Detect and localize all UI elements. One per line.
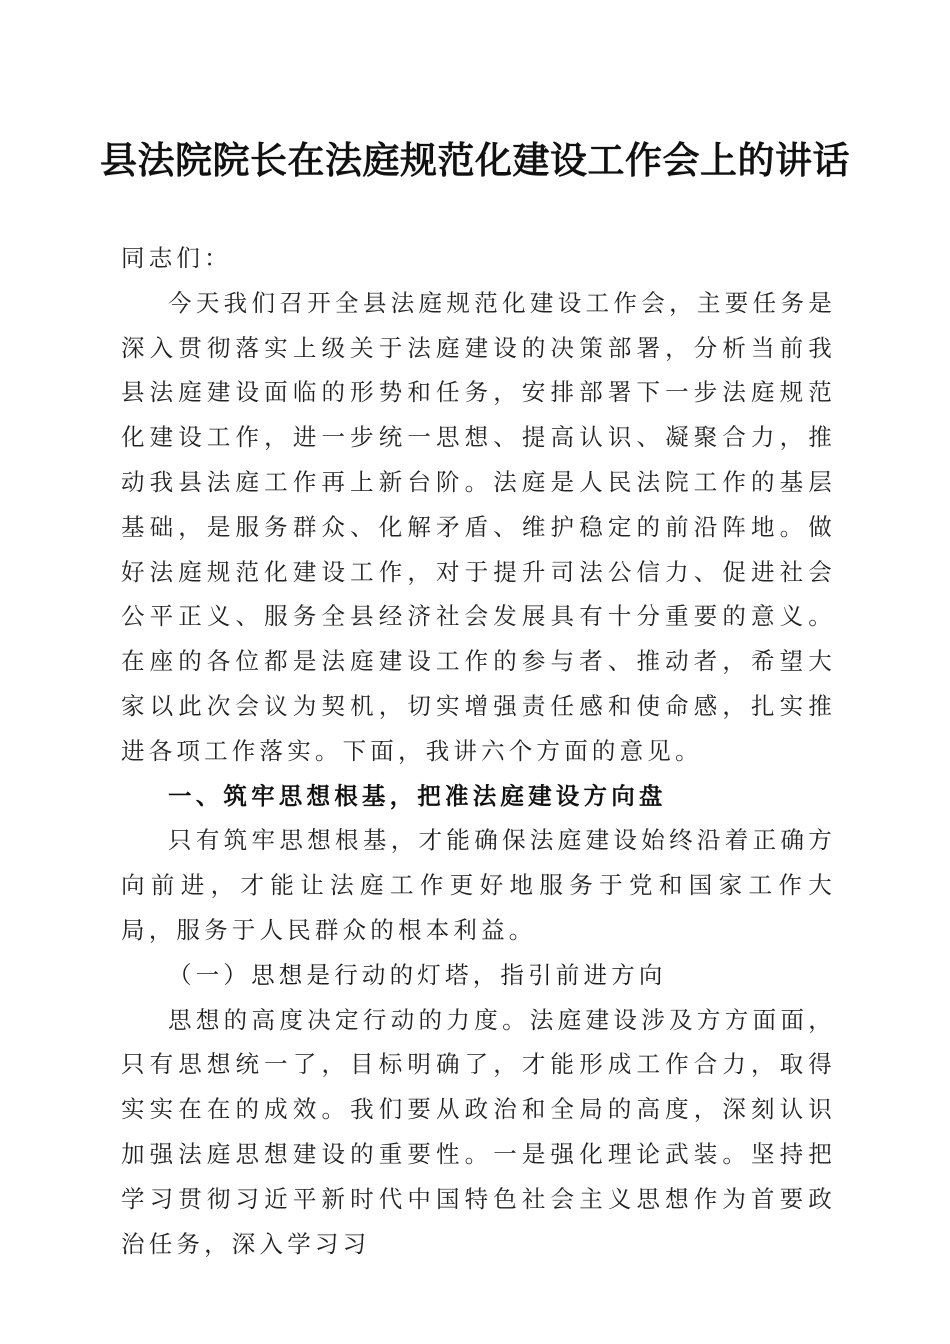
subsection-heading-1: （一）思想是行动的灯塔，指引前进方向	[168, 960, 667, 989]
greeting: 同志们：	[121, 244, 232, 272]
section-1-paragraph: 只有筑牢思想根基，才能确保法庭建设始终沿着正确方向前进，才能让法庭工作更好地服务于党和国家工作大局，服务于人民群众的根本利益。	[121, 826, 836, 944]
subsection-1-paragraph: 思想的高度决定行动的力度。法庭建设涉及方方面面，只有思想统一了，目标明确了，才能形成工作合力，取得实实在在的成效。我们要从政治和全局的高度，深刻认识加强法庭思想建设的重要性。一是强化理论武装。坚持把学习贯彻习近平新时代中国特色社会主义思想作为首要政治任务，深入学习习	[121, 1005, 836, 1258]
document-body	[121, 236, 836, 1266]
intro-paragraph: 今天我们召开全县法庭规范化建设工作会，主要任务是深入贯彻落实上级关于法庭建设的决策部署，分析当前我县法庭建设面临的形势和任务，安排部署下一步法庭规范化建设工作，进一步统一思想、提高认识、凝聚合力，推动我县法庭工作再上新台阶。法庭是人民法院工作的基层基础，是服务群众、化解矛盾、维护稳定的前沿阵地。做好法庭规范化建设工作，对于提升司法公信力、促进社会公平正义、服务全县经济社会发展具有十分重要的意义。在座的各位都是法庭建设工作的参与者、推动者，希望大家以此次会议为契机，切实增强责任感和使命感，扎实推进各项工作落实。下面，我讲六个方面的意见。	[121, 288, 836, 765]
document-title: 县法院院长在法庭规范化建设工作会上的讲话	[100, 138, 850, 182]
section-heading-1: 一、筑牢思想根基，把准法庭建设方向盘	[168, 781, 667, 810]
